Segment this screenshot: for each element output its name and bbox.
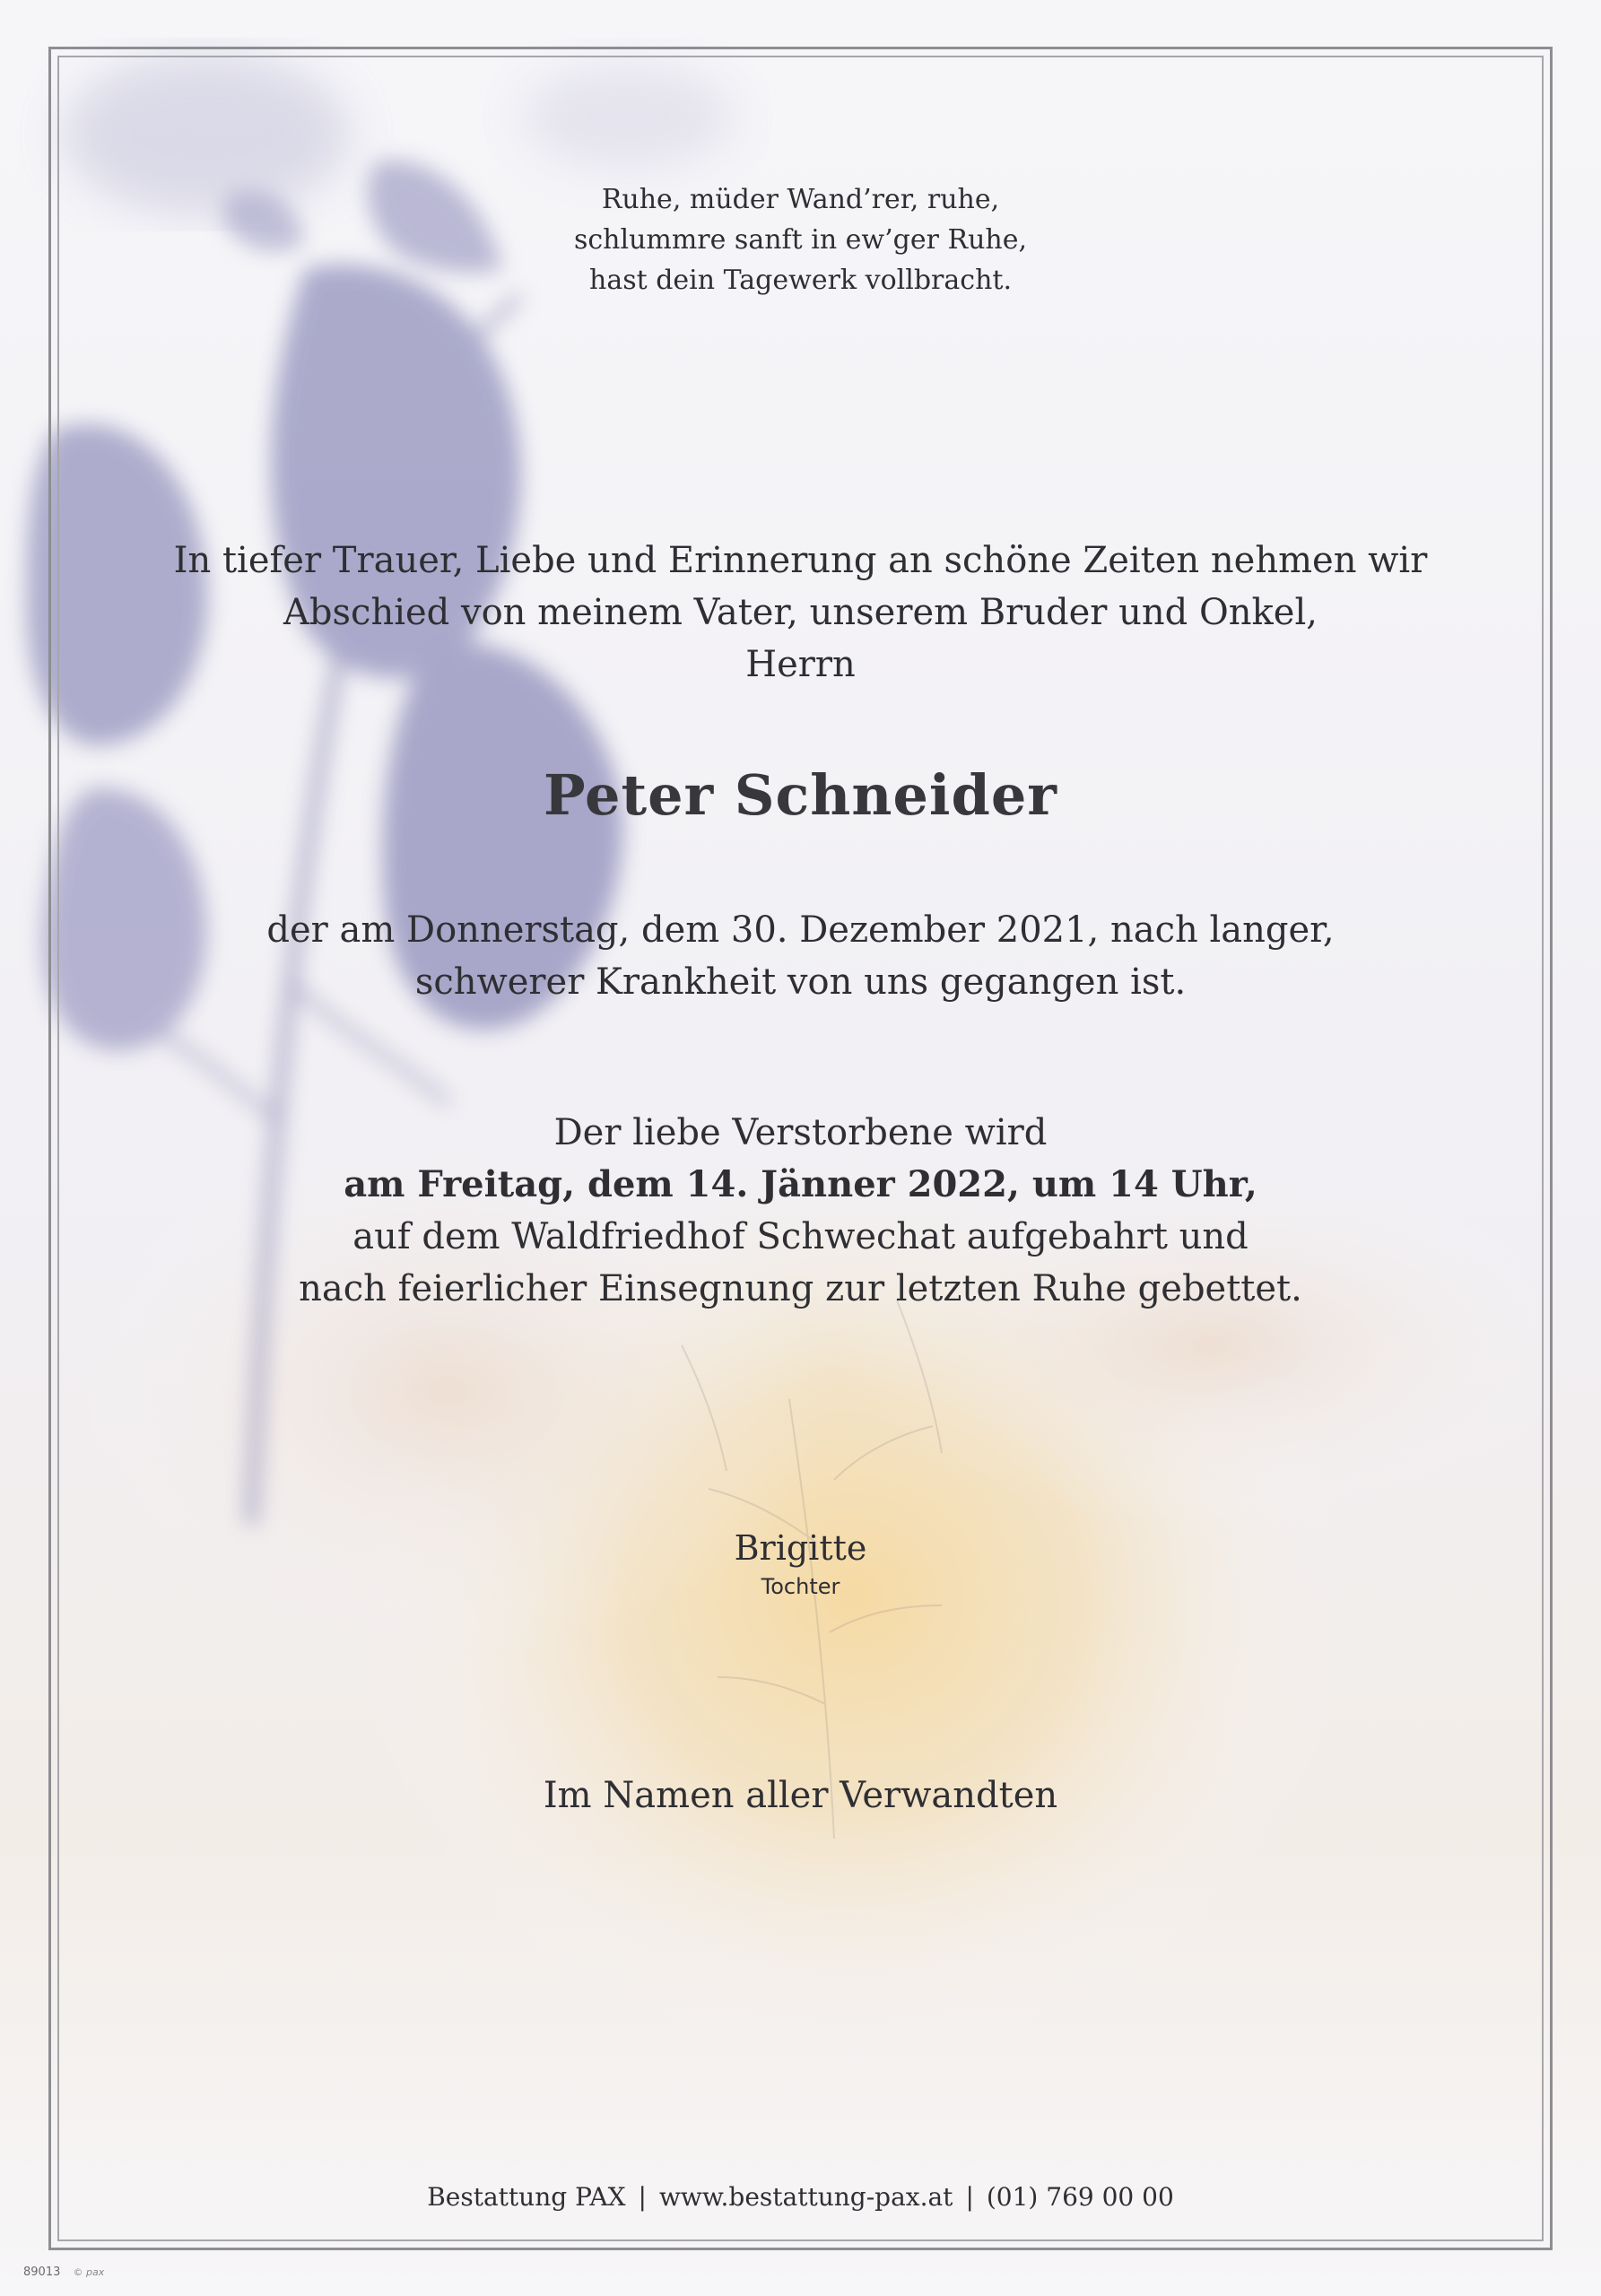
survivor-block: [0, 1525, 1601, 1602]
footer-company: Bestattung PAX: [427, 2182, 626, 2212]
poem-line: schlummre sanft in ew’ger Ruhe,: [573, 224, 1028, 256]
printer-logo: © pax: [73, 2266, 105, 2278]
footer: [0, 2181, 1601, 2213]
footer-separator: |: [638, 2182, 647, 2212]
poem: [0, 179, 1601, 300]
funeral-line: auf dem Waldfriedhof Schwechat aufgebahrt und: [352, 1216, 1249, 1257]
intro-line: Herrn: [745, 644, 856, 685]
poem-line: Ruhe, müder Wand’rer, ruhe,: [601, 184, 1000, 215]
footer-website[interactable]: www.bestattung-pax.at: [658, 2182, 953, 2212]
intro-line: Abschied von meinem Vater, unserem Bruder und Onkel,: [283, 592, 1318, 633]
footer-separator: |: [965, 2182, 974, 2212]
deceased-name: Peter Schneider: [544, 762, 1057, 828]
death-line: der am Donnerstag, dem 30. Dezember 2021, nach langer,: [266, 909, 1335, 951]
print-code-number: 89013: [23, 2266, 61, 2279]
footer-phone: (01) 769 00 00: [986, 2182, 1174, 2212]
survivor-name: Brigitte: [734, 1528, 867, 1568]
death-notice: [0, 904, 1601, 1008]
funeral-line: nach feierlicher Einsegnung zur letzten Ruhe gebettet.: [299, 1268, 1302, 1309]
relatives-line: Im Namen aller Verwandten: [543, 1775, 1058, 1816]
survivor-relation: Tochter: [761, 1574, 840, 1599]
funeral-date: am Freitag, dem 14. Jänner 2022, um 14 Uhr,: [344, 1163, 1257, 1205]
poem-line: hast dein Tagewerk vollbracht.: [589, 265, 1012, 296]
death-line: schwerer Krankheit von uns gegangen ist.: [414, 961, 1187, 1003]
funeral-details: [0, 1107, 1601, 1315]
intro-line: In tiefer Trauer, Liebe und Erinnerung an schöne Zeiten nehmen wir: [173, 540, 1428, 581]
funeral-line: Der liebe Verstorbene wird: [553, 1112, 1048, 1153]
intro-text: [0, 535, 1601, 691]
